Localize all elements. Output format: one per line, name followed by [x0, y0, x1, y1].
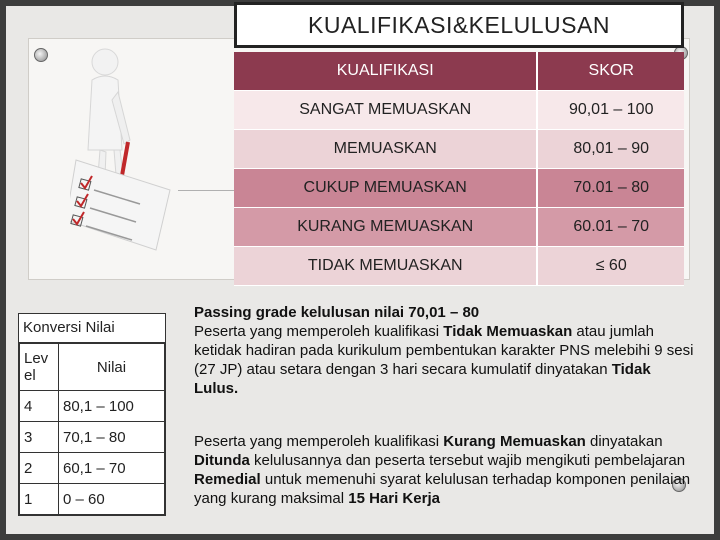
row-score: 60.01 – 70: [537, 208, 684, 247]
paragraph-text: untuk memenuhi syarat kelulusan terhadap komponen penilaian yang kurang maksimal: [194, 471, 691, 507]
checklist-illustration: [70, 40, 190, 270]
table-row: [234, 91, 684, 130]
level-cell: 3: [20, 422, 59, 453]
header-level: Lev el: [20, 344, 59, 391]
conversion-box: [18, 313, 166, 516]
row-label: CUKUP MEMUASKAN: [234, 169, 537, 208]
table-row: [20, 422, 165, 453]
emphasis-text: Tidak Lulus.: [194, 361, 651, 397]
level-cell: 2: [20, 453, 59, 484]
value-cell: 60,1 – 70: [59, 453, 165, 484]
row-score: 80,01 – 90: [537, 130, 684, 169]
conversion-title: Konversi Nilai: [19, 314, 165, 343]
row-score: 70.01 – 80: [537, 169, 684, 208]
table-row: [20, 484, 165, 515]
header-nilai: Nilai: [59, 344, 165, 391]
table-row: [234, 130, 684, 169]
emphasis-text: Tidak Memuaskan: [443, 323, 573, 340]
conversion-table: [19, 343, 165, 515]
screw-icon: [34, 48, 48, 62]
row-label: SANGAT MEMUASKAN: [234, 91, 537, 130]
paragraph-text: Peserta yang memperoleh kualifikasi: [194, 433, 444, 450]
qualification-table: [234, 52, 684, 286]
emphasis-text: Remedial: [194, 471, 261, 488]
level-cell: 4: [20, 391, 59, 422]
value-cell: 70,1 – 80: [59, 422, 165, 453]
paragraph-text: Peserta yang memperoleh kualifikasi: [194, 323, 444, 340]
page-title: KUALIFIKASI&KELULUSAN: [234, 2, 684, 48]
value-cell: 0 – 60: [59, 484, 165, 515]
level-cell: 1: [20, 484, 59, 515]
passing-grade-paragraph: [194, 303, 698, 398]
emphasis-text: Kurang Memuaskan: [443, 433, 586, 450]
table-row: [20, 453, 165, 484]
table-row: [234, 247, 684, 286]
header-kualifikasi: KUALIFIKASI: [234, 52, 537, 91]
table-row: [20, 391, 165, 422]
emphasis-text: 15 Hari Kerja: [348, 490, 440, 507]
passing-grade-line: Passing grade kelulusan nilai 70,01 – 80: [194, 304, 480, 321]
paragraph-text: atau jumlah ketidak hadiran pada kurikulum pembentukan karakter PNS melebihi 9 sesi (27 JP) atau setara dengan 3 hari secara kumulatif dinyatakan: [194, 323, 694, 378]
row-score: 90,01 – 100: [537, 91, 684, 130]
table-row: [234, 208, 684, 247]
connector-line: [178, 190, 236, 191]
header-skor: SKOR: [537, 52, 684, 91]
paragraph-text: kelulusannya dan peserta tersebut wajib mengikuti pembelajaran: [249, 452, 686, 469]
remedial-paragraph: [194, 432, 698, 508]
row-label: KURANG MEMUASKAN: [234, 208, 537, 247]
table-header-row: [234, 52, 684, 91]
row-score: ≤ 60: [537, 247, 684, 286]
paragraph-text: dinyatakan: [585, 433, 663, 450]
value-cell: 80,1 – 100: [59, 391, 165, 422]
conversion-header-row: [20, 344, 165, 391]
row-label: TIDAK MEMUASKAN: [234, 247, 537, 286]
table-row: [234, 169, 684, 208]
row-label: MEMUASKAN: [234, 130, 537, 169]
emphasis-text: Ditunda: [194, 452, 250, 469]
